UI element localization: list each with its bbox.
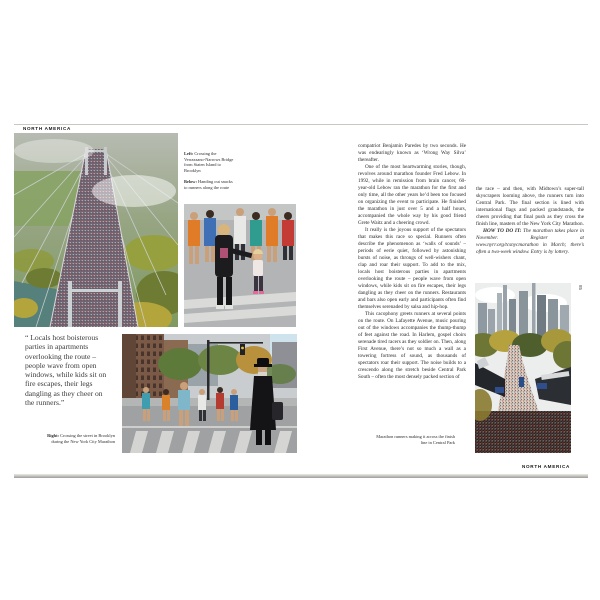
caption-right-text: Crossing the street in Brooklyn during the New York City Marathon	[51, 433, 115, 444]
how-to-do-it	[476, 228, 584, 256]
how-to-text: The marathon takes place in November. Register at www.nyrr.org/tcsnycmarathon in March; there’s often a two-week window. Entry is by lottery.	[476, 228, 584, 255]
caption-below-text: Handing out snacks to runners along the route	[184, 178, 233, 190]
caption-left-text: Crossing the Verrazzano-Narrows Bridge from Staten Island to Brooklyn	[184, 151, 234, 174]
central-park-photo	[475, 283, 571, 453]
paragraph: This cacophony greets runners at several points on the route. On Lafayette Avenue, music pouring out of the windows accompanies the thump-thump of feet against the road. In Harlem, gospel choirs serenade tired racers as they soldier on. Then, along First Avenue, there’s not so much a wall as a towering fortress of sound, as thousands of spectators roar their support. The noise builds to a crescendo along the stretch beside Central Park South – often the most densely packed section of	[358, 311, 466, 380]
caption-left	[184, 151, 234, 174]
paragraph: One of the most heartwarming stories, though, revolves around marathon founder Fred Lebow. In 1992, while in remission from brain cancer, 60-year-old Lebow ran the marathon for the first and only time, all the other years he’d been too focused on organizing the event to participate. He finished the marathon in just over 5 and a half hours, accompanied the whole way by his good friend Grete Waitz and a cheering crowd.	[358, 164, 466, 226]
section-label-right: NORTH AMERICA	[522, 464, 570, 469]
left-page-captions	[184, 151, 234, 195]
caption-finish-line: Marathon runners making it across the finish line in Central Park	[376, 434, 455, 445]
paragraph: It really is the joyous support of the spectators that makes this race so special. Runners often describe the phenomenon as ‘walls of sounds’ – periods of eerie quiet, followed by astonishing bursts of noise, as throngs of well-wishers chant, clap and roar their support. To add to the mix, locals host boisterous parties in apartments overlooking the route – people wave from open windows, while kids sit on fire escapes, their legs dangling as they cheer on the runners. Restaurants and bars also open early and participants often find themselves serenaded by salsa and hip-hop.	[358, 227, 466, 310]
article-column-1	[358, 143, 466, 381]
how-to-label: HOW TO DO IT:	[483, 228, 522, 234]
caption-left-label: Left:	[184, 151, 194, 156]
snacks-photo	[184, 204, 296, 327]
verrazzano-bridge-photo	[14, 133, 178, 327]
caption-below-label: Below:	[184, 178, 197, 184]
page-top-edge	[14, 124, 588, 125]
pull-quote: “ Locals host boisterous parties in apartments overlooking the route – people wave from open windows, while kids sit on fire escapes, their legs dangling as they cheer on the runners.”	[25, 333, 107, 408]
article-column-2	[476, 186, 584, 256]
paragraph: compatriot Benjamín Paredes by two seconds. He was endearingly known as ‘Wrong Way Silva’ thereafter.	[358, 143, 466, 163]
brooklyn-street-photo	[122, 334, 297, 453]
caption-right	[36, 433, 115, 444]
caption-right-label: Right:	[47, 433, 60, 438]
caption-below	[184, 179, 234, 190]
paragraph: the race – and then, with Midtown’s super-tall skyscrapers looming above, the runners turn into Central Park. The final section is lined with international flags and packed grandstands, the cheers providing that final push as they cross the finish line, masters of the New York City Marathon.	[476, 186, 584, 227]
section-label-left: NORTH AMERICA	[23, 126, 71, 131]
page-number: 85	[578, 285, 583, 291]
page-bottom-edge	[14, 474, 588, 478]
